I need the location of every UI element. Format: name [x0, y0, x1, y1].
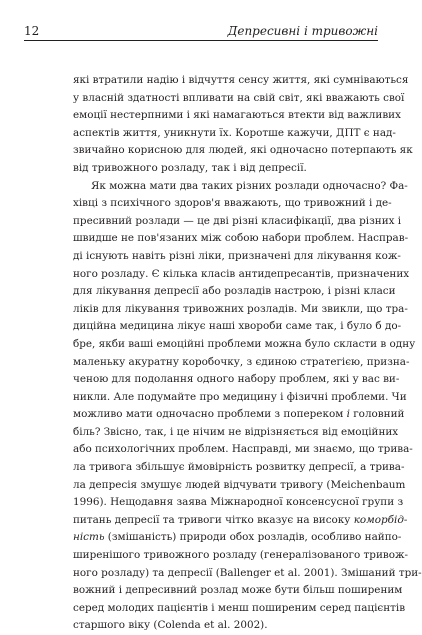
- page-number: 12: [24, 24, 40, 38]
- text-line: для лікування депресії або розладів настрою, і різні класи: [73, 285, 396, 298]
- paragraph-1: [73, 72, 413, 178]
- text-line: пресивний розлади — це дві різні класифікації, два різних і: [73, 214, 402, 227]
- text-line: никли. Але подумайте про медицину і фізичні проблеми. Чи: [73, 390, 407, 403]
- text-line: ченою для подолання одного набору проблем, які у вас ви-: [73, 373, 400, 386]
- text-line: питань депресії та тривоги чітко вказує на високу коморбід-: [73, 513, 408, 526]
- text-line: ного розладу) та депресії (Ballenger et al. 2001). Змішаний три-: [73, 566, 422, 579]
- text-line: можливо мати одночасно проблеми з попереком і головний: [73, 408, 405, 421]
- text-line: ла депресія змушує людей відчувати тривогу (Meichenbaum: [73, 478, 406, 491]
- text-line: емоції нестерпними і які намагаються втекти від важливих: [73, 109, 401, 122]
- text-line: ність (змішаність) природи обох розладів, особливо найпо-: [73, 531, 402, 544]
- text-line: старшого віку (Colenda et al. 2002).: [73, 619, 268, 632]
- text-line: ді існують навіть різні ліки, призначені для лікування кож-: [73, 249, 401, 262]
- text-line: які втратили надію і відчуття сенсу життя, які сумніваються: [73, 74, 409, 86]
- text-line: маленьку акуратну коробочку, з єдиною стратегією, призна-: [73, 355, 410, 368]
- text-line: звичайно корисною для людей, які одночасно потерпають як: [73, 144, 413, 157]
- text-line: швидше не пов'язаних між собою набори проблем. Насправ-: [73, 232, 409, 245]
- text-line: ного розладу. Є кілька класів антидепресантів, призначених: [73, 267, 410, 280]
- text-line: серед молодих пацієнтів і менш поширеним серед пацієнтів: [73, 601, 406, 614]
- text-line: ширенішого тривожного розладу (генералізованого тривож-: [73, 549, 409, 562]
- text-line: 1996). Нещодавня заява Міжнародної консенсусної групи з: [73, 496, 404, 509]
- running-head: [24, 24, 378, 41]
- text-line: бре, якби ваші емоційні проблеми можна було скласти в одну: [73, 337, 416, 350]
- paragraph-2: [73, 178, 422, 635]
- text-line: хівці з психічного здоров'я вважають, що тривожний і де-: [73, 197, 392, 210]
- body-text: [73, 72, 422, 635]
- text-line: ліків для лікування тривожних розладів. Ми звикли, що тра-: [73, 302, 408, 315]
- text-line: у власній здатності впливати на свій світ, які вважають свої: [73, 91, 405, 104]
- text-line: від тривожного розладу, так і від депресії.: [73, 161, 307, 174]
- text-line: Як можна мати два таких різних розлади одночасно? Фа-: [91, 179, 408, 192]
- running-title: Депресивні і тривожні: [227, 24, 378, 38]
- text-line: ла тривога збільшує ймовірність розвитку депресії, а трива-: [73, 461, 405, 474]
- text-line: аспектів життя, уникнути їх. Коротше кажучи, ДПТ є над-: [73, 126, 396, 139]
- text-line: диційна медицина лікує наші хвороби саме так, і було б до-: [73, 320, 402, 333]
- text-line: або психологічних проблем. Насправді, ми знаємо, що трива-: [73, 443, 413, 456]
- text-line: вожний і депресивний розлад може бути більш поширеним: [73, 584, 403, 597]
- text-line: біль? Звісно, так, і це нічим не відрізняється від емоційних: [73, 425, 399, 438]
